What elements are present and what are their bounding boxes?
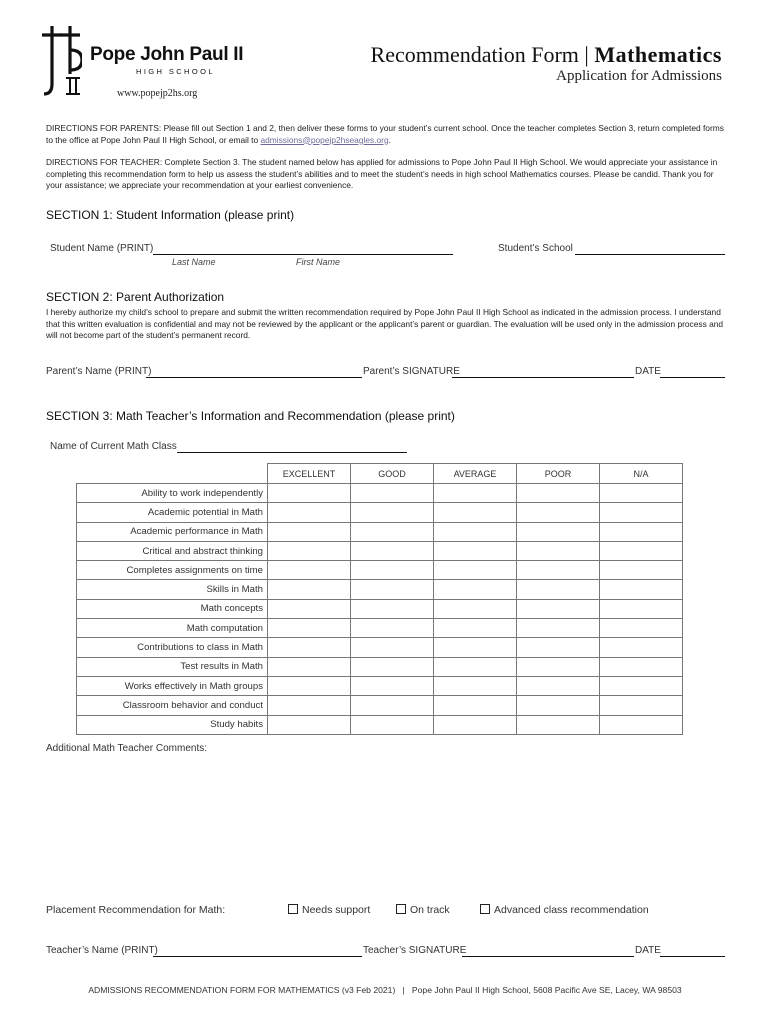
- rating-row: [77, 541, 683, 560]
- parent-name-line[interactable]: [146, 377, 362, 378]
- rating-cell[interactable]: [351, 676, 434, 695]
- placement-option-needs-support[interactable]: [288, 904, 370, 916]
- rating-cell[interactable]: [517, 599, 600, 618]
- placement-option-on-track[interactable]: [396, 904, 450, 916]
- rating-criterion-label: Test results in Math: [77, 657, 268, 676]
- rating-cell[interactable]: [517, 696, 600, 715]
- rating-cell[interactable]: [517, 638, 600, 657]
- rating-criterion-label: Completes assignments on time: [77, 561, 268, 580]
- directions-teacher-text: Complete Section 3. The student named below has applied for admissions to Pope John Paul II High School. We would appreciate your assistance in completing this recommendation form to help us assess the student’s abilities and to meet the student’s needs in high school Mathematics courses. Please be candid. Thank you for your assistance; we appreciate your recommendation at your earliest convenience.: [46, 157, 718, 190]
- advanced-checkbox[interactable]: [480, 904, 490, 914]
- rating-cell[interactable]: [268, 484, 351, 503]
- authorization-text: I hereby authorize my child’s school to prepare and submit the written recommendation required by Pope John Paul II High School as indicated in the admission process. I understand that this written evaluation is confidential and may not be reviewed by the applicant or the applicant’s parent or guardian. The evaluation will be used only in the admission process and will not become part of the student’s permanent record.: [46, 307, 724, 340]
- rating-header-row: [77, 464, 683, 484]
- rating-row: [77, 696, 683, 715]
- rating-cell[interactable]: [351, 580, 434, 599]
- rating-criterion-label: Math computation: [77, 619, 268, 638]
- student-name-label: Student Name (PRINT): [50, 243, 154, 254]
- rating-cell[interactable]: [351, 657, 434, 676]
- rating-cell[interactable]: [600, 522, 683, 541]
- rating-criterion-label: Contributions to class in Math: [77, 638, 268, 657]
- rating-criterion-label: Academic potential in Math: [77, 503, 268, 522]
- parent-signature-label: Parent’s SIGNATURE: [363, 366, 460, 377]
- rating-cell[interactable]: [600, 657, 683, 676]
- rating-criterion-label: Ability to work independently: [77, 484, 268, 503]
- rating-cell[interactable]: [268, 580, 351, 599]
- rating-row: [77, 715, 683, 734]
- rating-cell[interactable]: [351, 638, 434, 657]
- rating-cell[interactable]: [517, 522, 600, 541]
- school-website: www.popejp2hs.org: [117, 88, 198, 99]
- rating-row: [77, 676, 683, 695]
- school-subtitle: HIGH SCHOOL: [136, 67, 215, 76]
- rating-cell[interactable]: [600, 561, 683, 580]
- footer-form-id: ADMISSIONS RECOMMENDATION FORM FOR MATHEMATICS (v3 Feb 2021): [88, 985, 396, 995]
- rating-cell[interactable]: [268, 541, 351, 560]
- rating-cell[interactable]: [268, 715, 351, 734]
- form-subtitle: Application for Admissions: [556, 68, 722, 84]
- rating-cell[interactable]: [268, 676, 351, 695]
- rating-cell[interactable]: [268, 503, 351, 522]
- form-title-subject: Mathematics: [594, 42, 722, 67]
- rating-row: [77, 503, 683, 522]
- rating-cell[interactable]: [517, 580, 600, 599]
- rating-cell[interactable]: [434, 561, 517, 580]
- school-logo-icon: [40, 24, 82, 98]
- rating-cell[interactable]: [351, 561, 434, 580]
- rating-cell[interactable]: [517, 619, 600, 638]
- rating-cell[interactable]: [600, 484, 683, 503]
- rating-cell[interactable]: [351, 522, 434, 541]
- rating-row: [77, 619, 683, 638]
- rating-col-poor: POOR: [517, 464, 600, 484]
- placement-label: Placement Recommendation for Math:: [46, 904, 226, 916]
- rating-cell[interactable]: [600, 503, 683, 522]
- rating-cell[interactable]: [268, 657, 351, 676]
- on-track-checkbox[interactable]: [396, 904, 406, 914]
- rating-table: [76, 463, 683, 735]
- school-name: Pope John Paul II: [90, 44, 244, 65]
- rating-cell[interactable]: [434, 676, 517, 695]
- rating-cell[interactable]: [600, 676, 683, 695]
- teacher-date-line[interactable]: [660, 956, 725, 957]
- placement-option-advanced[interactable]: [480, 904, 649, 916]
- rating-cell[interactable]: [517, 561, 600, 580]
- section1-title: SECTION 1: Student Information (please print): [46, 208, 295, 222]
- rating-cell[interactable]: [600, 715, 683, 734]
- rating-cell[interactable]: [268, 561, 351, 580]
- rating-cell[interactable]: [268, 599, 351, 618]
- rating-cell[interactable]: [351, 484, 434, 503]
- rating-col-good: GOOD: [351, 464, 434, 484]
- rating-cell[interactable]: [268, 696, 351, 715]
- last-name-hint: Last Name: [172, 257, 216, 267]
- rating-cell[interactable]: [434, 657, 517, 676]
- rating-col-excellent: EXCELLENT: [268, 464, 351, 484]
- rating-cell[interactable]: [517, 715, 600, 734]
- rating-cell[interactable]: [434, 599, 517, 618]
- section3-title: SECTION 3: Math Teacher’s Information and Recommendation (please print): [46, 409, 455, 423]
- rating-cell[interactable]: [600, 696, 683, 715]
- directions-parents-end: .: [388, 134, 391, 145]
- advanced-label: Advanced class recommendation: [494, 904, 649, 916]
- rating-cell[interactable]: [351, 541, 434, 560]
- rating-cell[interactable]: [351, 619, 434, 638]
- rating-criterion-label: Math concepts: [77, 599, 268, 618]
- student-name-line[interactable]: [153, 254, 453, 255]
- rating-row: [77, 561, 683, 580]
- directions-teacher-label: DIRECTIONS FOR TEACHER:: [46, 157, 163, 167]
- rating-row: [77, 522, 683, 541]
- rating-cell[interactable]: [351, 599, 434, 618]
- rating-cell[interactable]: [351, 696, 434, 715]
- needs-support-checkbox[interactable]: [288, 904, 298, 914]
- rating-cell[interactable]: [434, 522, 517, 541]
- rating-cell[interactable]: [517, 484, 600, 503]
- rating-criterion-label: Academic performance in Math: [77, 522, 268, 541]
- rating-criterion-label: Critical and abstract thinking: [77, 541, 268, 560]
- rating-row: [77, 580, 683, 599]
- directions-parents-label: DIRECTIONS FOR PARENTS:: [46, 123, 162, 133]
- form-title-prefix: Recommendation Form |: [370, 42, 595, 67]
- rating-cell[interactable]: [268, 522, 351, 541]
- rating-row: [77, 484, 683, 503]
- directions-teacher: [46, 157, 726, 192]
- first-name-hint: First Name: [296, 257, 341, 267]
- rating-row: [77, 638, 683, 657]
- rating-cell[interactable]: [600, 541, 683, 560]
- rating-cell[interactable]: [600, 580, 683, 599]
- footer: [0, 985, 770, 995]
- rating-row: [77, 657, 683, 676]
- rating-cell[interactable]: [434, 619, 517, 638]
- admissions-email-link[interactable]: admissions@popejp2hseagles.org: [260, 134, 389, 145]
- rating-cell[interactable]: [434, 715, 517, 734]
- rating-criterion-label: Works effectively in Math groups: [77, 676, 268, 695]
- rating-cell[interactable]: [434, 580, 517, 599]
- footer-separator: |: [402, 985, 405, 995]
- teacher-signature-line[interactable]: [462, 956, 634, 957]
- student-school-label: Student’s School: [498, 243, 573, 254]
- rating-col-average: AVERAGE: [434, 464, 517, 484]
- math-class-label: Name of Current Math Class: [50, 441, 177, 452]
- rating-cell[interactable]: [434, 696, 517, 715]
- teacher-date-label: DATE: [635, 945, 661, 956]
- directions-parents-text: Please fill out Section 1 and 2, then deliver these forms to your student’s current school. Once the teacher completes Section 3, return completed forms to the office at Pope John Paul II High School, or email to: [46, 123, 724, 145]
- rating-cell[interactable]: [600, 638, 683, 657]
- rating-row: [77, 599, 683, 618]
- rating-cell[interactable]: [268, 638, 351, 657]
- teacher-name-line[interactable]: [153, 956, 362, 957]
- teacher-name-label: Teacher’s Name (PRINT): [46, 945, 158, 956]
- rating-cell[interactable]: [434, 484, 517, 503]
- rating-cell[interactable]: [351, 715, 434, 734]
- parent-signature-line[interactable]: [452, 377, 634, 378]
- rating-cell[interactable]: [600, 599, 683, 618]
- rating-cell[interactable]: [517, 541, 600, 560]
- rating-cell[interactable]: [517, 503, 600, 522]
- rating-criterion-label: Classroom behavior and conduct: [77, 696, 268, 715]
- rating-criterion-label: Skills in Math: [77, 580, 268, 599]
- teacher-signature-label: Teacher’s SIGNATURE: [363, 945, 467, 956]
- form-title: [371, 42, 722, 68]
- rating-cell[interactable]: [268, 619, 351, 638]
- parent-name-label: Parent’s Name (PRINT): [46, 366, 152, 377]
- footer-address: Pope John Paul II High School, 5608 Pacific Ave SE, Lacey, WA 98503: [411, 985, 682, 995]
- comments-label: Additional Math Teacher Comments:: [46, 743, 208, 754]
- section2-title: SECTION 2: Parent Authorization: [46, 290, 225, 304]
- math-class-line[interactable]: [177, 452, 407, 453]
- rating-criterion-label: Study habits: [77, 715, 268, 734]
- rating-cell[interactable]: [517, 676, 600, 695]
- directions-parents: [46, 123, 726, 146]
- student-school-line[interactable]: [575, 254, 725, 255]
- rating-cell[interactable]: [517, 657, 600, 676]
- rating-cell[interactable]: [434, 541, 517, 560]
- rating-cell[interactable]: [434, 503, 517, 522]
- rating-header-blank: [77, 464, 268, 484]
- rating-col-na: N/A: [600, 464, 683, 484]
- rating-cell[interactable]: [434, 638, 517, 657]
- needs-support-label: Needs support: [302, 904, 371, 916]
- on-track-label: On track: [410, 904, 450, 916]
- parent-date-line[interactable]: [660, 377, 725, 378]
- rating-cell[interactable]: [600, 619, 683, 638]
- rating-cell[interactable]: [351, 503, 434, 522]
- parent-date-label: DATE: [635, 366, 661, 377]
